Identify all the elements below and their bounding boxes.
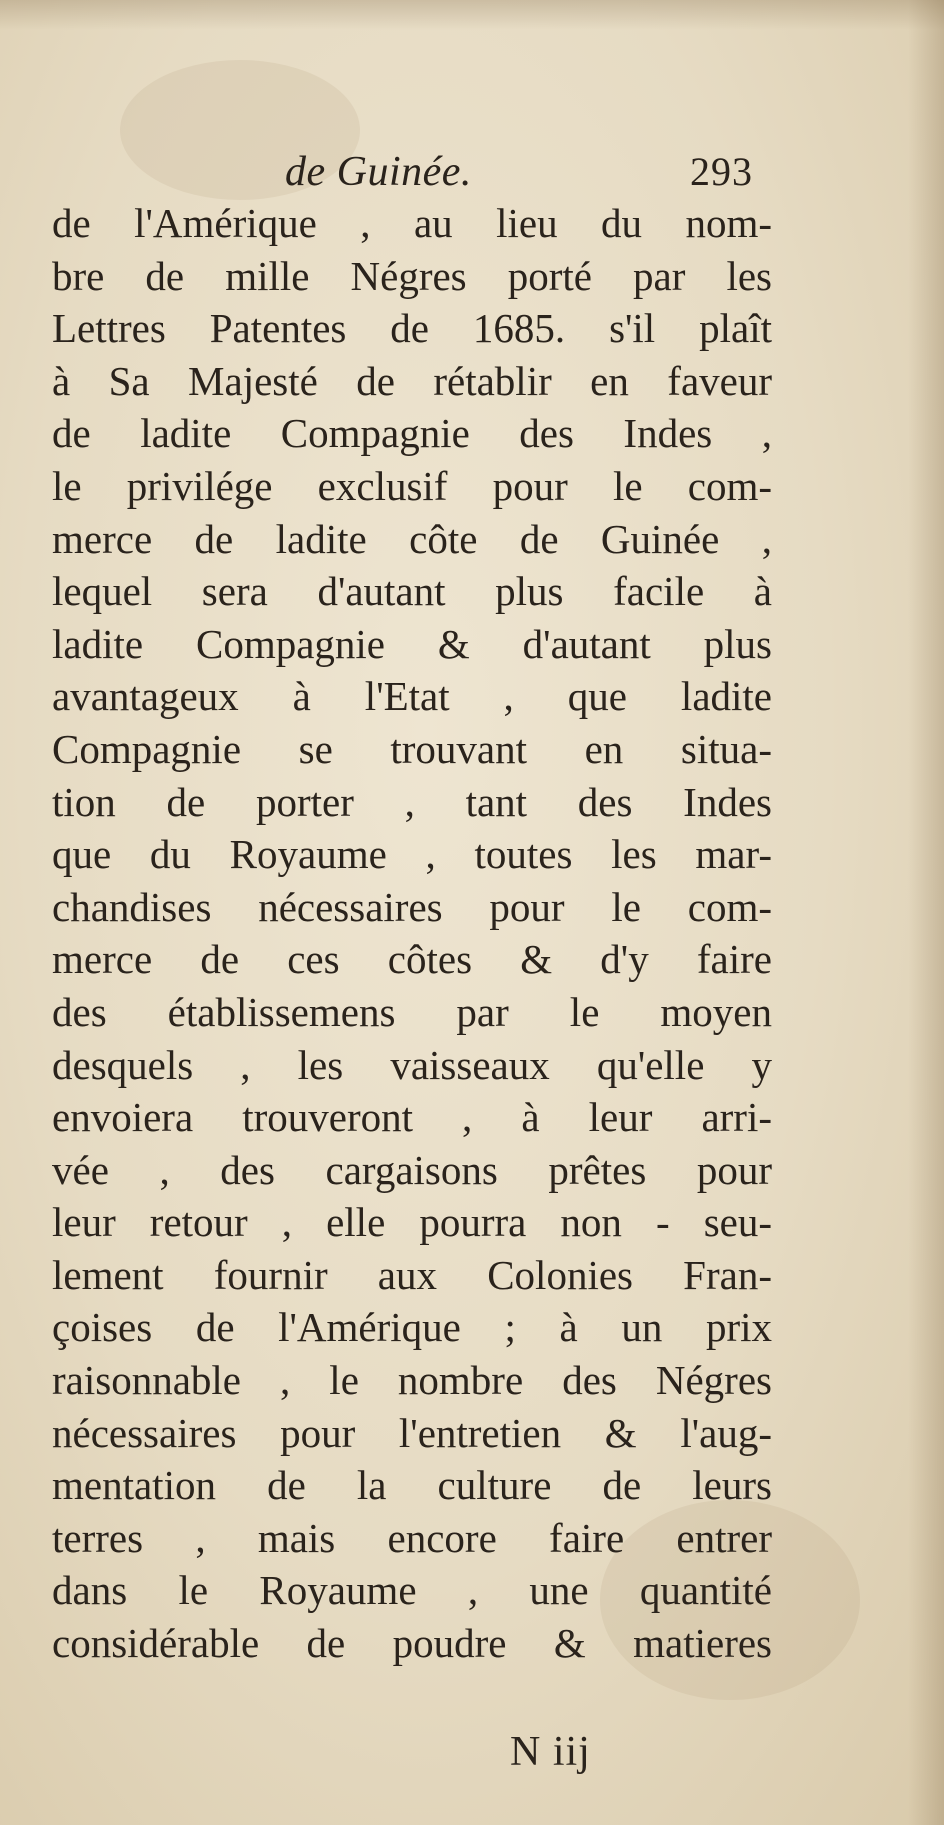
text-line: Compagnie se trouvant en situa-	[52, 725, 772, 772]
running-head-title: de Guinée.	[285, 149, 472, 195]
text-line: nécessaires pour l'entretien & l'aug-	[52, 1409, 772, 1456]
text-line: dans le Royaume , une quantité	[52, 1567, 772, 1614]
page-number: 293	[690, 149, 753, 194]
text-line: envoiera trouveront , à leur arri-	[52, 1094, 772, 1141]
text-line: avantageux à l'Etat , que ladite	[52, 673, 772, 720]
text-line: le privilége exclusif pour le com-	[52, 462, 772, 509]
text-line: Lettres Patentes de 1685. s'il plaît	[52, 305, 772, 352]
text-line: vée , des cargaisons prêtes pour	[52, 1146, 772, 1193]
text-line: çoises de l'Amérique ; à un prix	[52, 1304, 772, 1351]
page-top-shadow	[0, 0, 944, 30]
text-line: merce de ces côtes & d'y faire	[52, 936, 772, 983]
text-line: terres , mais encore faire entrer	[52, 1514, 772, 1561]
text-line: tion de porter , tant des Indes	[52, 778, 772, 825]
running-head	[0, 148, 944, 200]
text-line: bre de mille Négres porté par les	[52, 252, 772, 299]
signature-mark: N iij	[510, 1729, 591, 1775]
binding-shadow	[908, 0, 944, 1825]
text-line: que du Royaume , toutes les mar-	[52, 831, 772, 878]
text-line: mentation de la culture de leurs	[52, 1462, 772, 1509]
text-line: des établissemens par le moyen	[52, 988, 772, 1035]
text-line: à Sa Majesté de rétablir en faveur	[52, 357, 772, 404]
text-line: merce de ladite côte de Guinée ,	[52, 515, 772, 562]
text-line: de l'Amérique , au lieu du nom-	[52, 200, 772, 246]
text-line: chandises nécessaires pour le com-	[52, 883, 772, 930]
body-text	[52, 197, 772, 1670]
text-line: ladite Compagnie & d'autant plus	[52, 620, 772, 667]
text-line: lequel sera d'autant plus facile à	[52, 568, 772, 615]
text-line: de ladite Compagnie des Indes ,	[52, 410, 772, 457]
text-line: leur retour , elle pourra non - seu-	[52, 1199, 772, 1246]
text-line: raisonnable , le nombre des Négres	[52, 1357, 772, 1404]
text-line: desquels , les vaisseaux qu'elle y	[52, 1041, 772, 1088]
text-line: considérable de poudre & matieres	[52, 1620, 772, 1667]
text-line: lement fournir aux Colonies Fran-	[52, 1251, 772, 1298]
